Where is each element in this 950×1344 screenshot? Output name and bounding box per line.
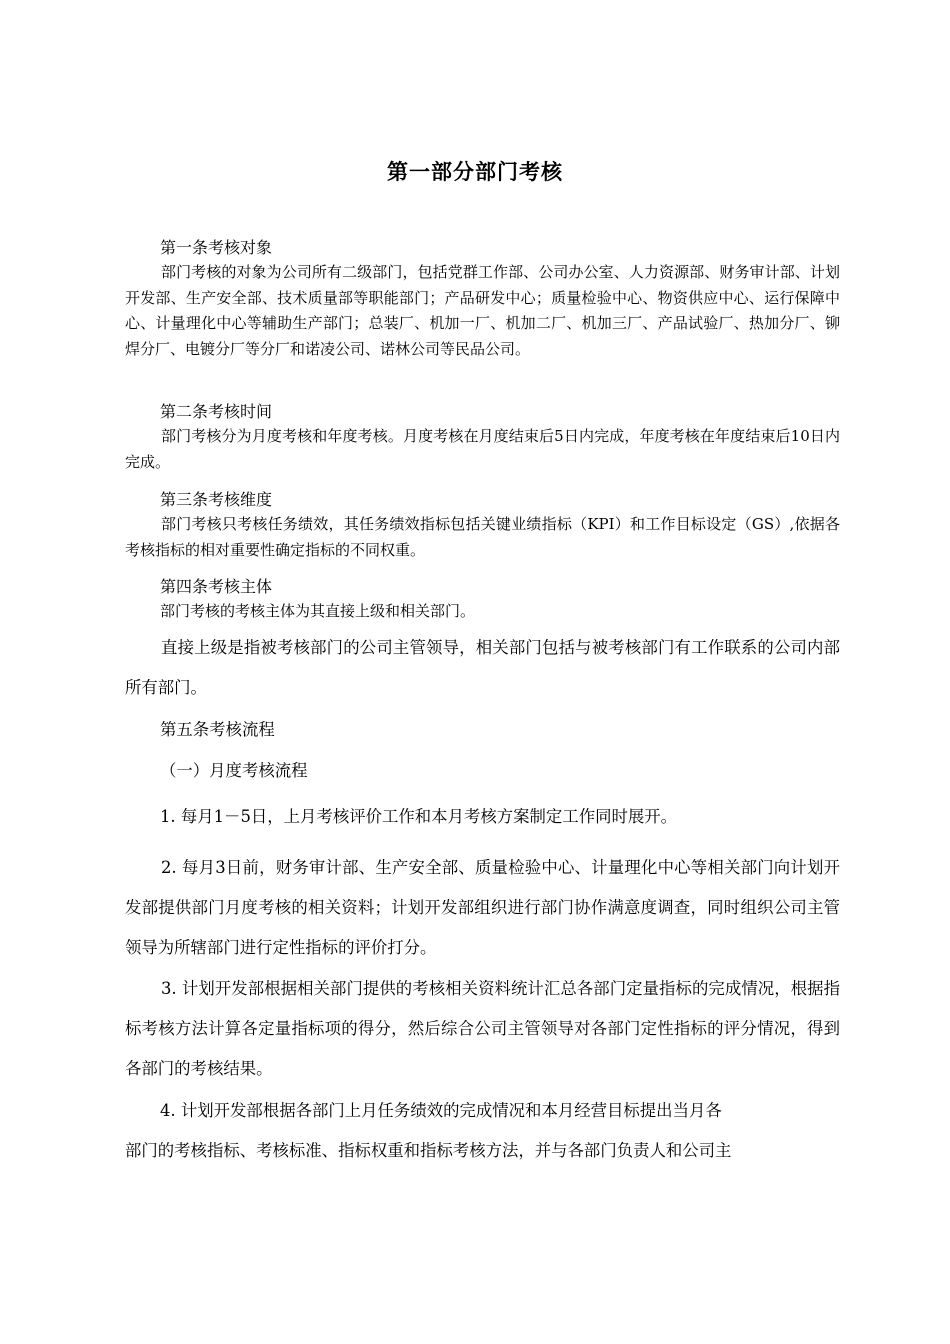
article-3-body: 部门考核只考核任务绩效，其任务绩效指标包括关键业绩指标（KPI）和工作目标设定（GS）,依据各考核指标的相对重要性确定指标的不同权重。 [125, 515, 840, 559]
article-2-heading: 第二条考核时间 [160, 402, 273, 421]
section-monthly-heading: （一）月度考核流程 [160, 761, 308, 780]
step-3: 3. 计划开发部根据相关部门提供的考核相关资料统计汇总各部门定量指标的完成情况，根据指标考核方法计算各定量指标项的得分，然后综合公司主管领导对各部门定性指标的评分情况，得到各部门的考核结果。 [125, 979, 840, 1078]
article-2-body: 部门考核分为月度考核和年度考核。月度考核在月度结束后5日内完成，年度考核在年度结束后10日内完成。 [125, 427, 840, 471]
step-2: 2. 每月3日前，财务审计部、生产安全部、质量检验中心、计量理化中心等相关部门向计划开发部提供部门月度考核的相关资料；计划开发部组织进行部门协作满意度调查，同时组织公司主管领导为所辖部门进行定性指标的评价打分。 [125, 858, 840, 957]
article-1-heading: 第一条考核对象 [160, 238, 273, 257]
article-4-body: 直接上级是指被考核部门的公司主管领导，相关部门包括与被考核部门有工作联系的公司内部所有部门。 [125, 638, 840, 697]
step-1: 1. 每月1－5日，上月考核评价工作和本月考核方案制定工作同时展开。 [160, 807, 678, 826]
article-5-heading: 第五条考核流程 [160, 720, 275, 739]
article-4-line: 部门考核的考核主体为其直接上级和相关部门。 [160, 602, 476, 620]
step-4-line-2: 部门的考核指标、考核标准、指标权重和指标考核方法，并与各部门负责人和公司主 [125, 1141, 732, 1160]
article-1-body: 部门考核的对象为公司所有二级部门，包括党群工作部、公司办公室、人力资源部、财务审计部、计划开发部、生产安全部、技术质量部等职能部门；产品研发中心；质量检验中心、物资供应中心、运行保障中心、计量理化中心等辅助生产部门；总装厂、机加一厂、机加二厂、机加三厂、产品试验厂、热加分厂、铆焊分厂、电镀分厂等分厂和诺凌公司、诺林公司等民品公司。 [125, 263, 840, 358]
article-3-heading: 第三条考核维度 [160, 490, 273, 509]
page-title: 第一部分部门考核 [387, 160, 563, 184]
article-4-heading: 第四条考核主体 [160, 577, 273, 596]
step-4-line-1: 4. 计划开发部根据各部门上月任务绩效的完成情况和本月经营目标提出当月各 [160, 1101, 722, 1120]
